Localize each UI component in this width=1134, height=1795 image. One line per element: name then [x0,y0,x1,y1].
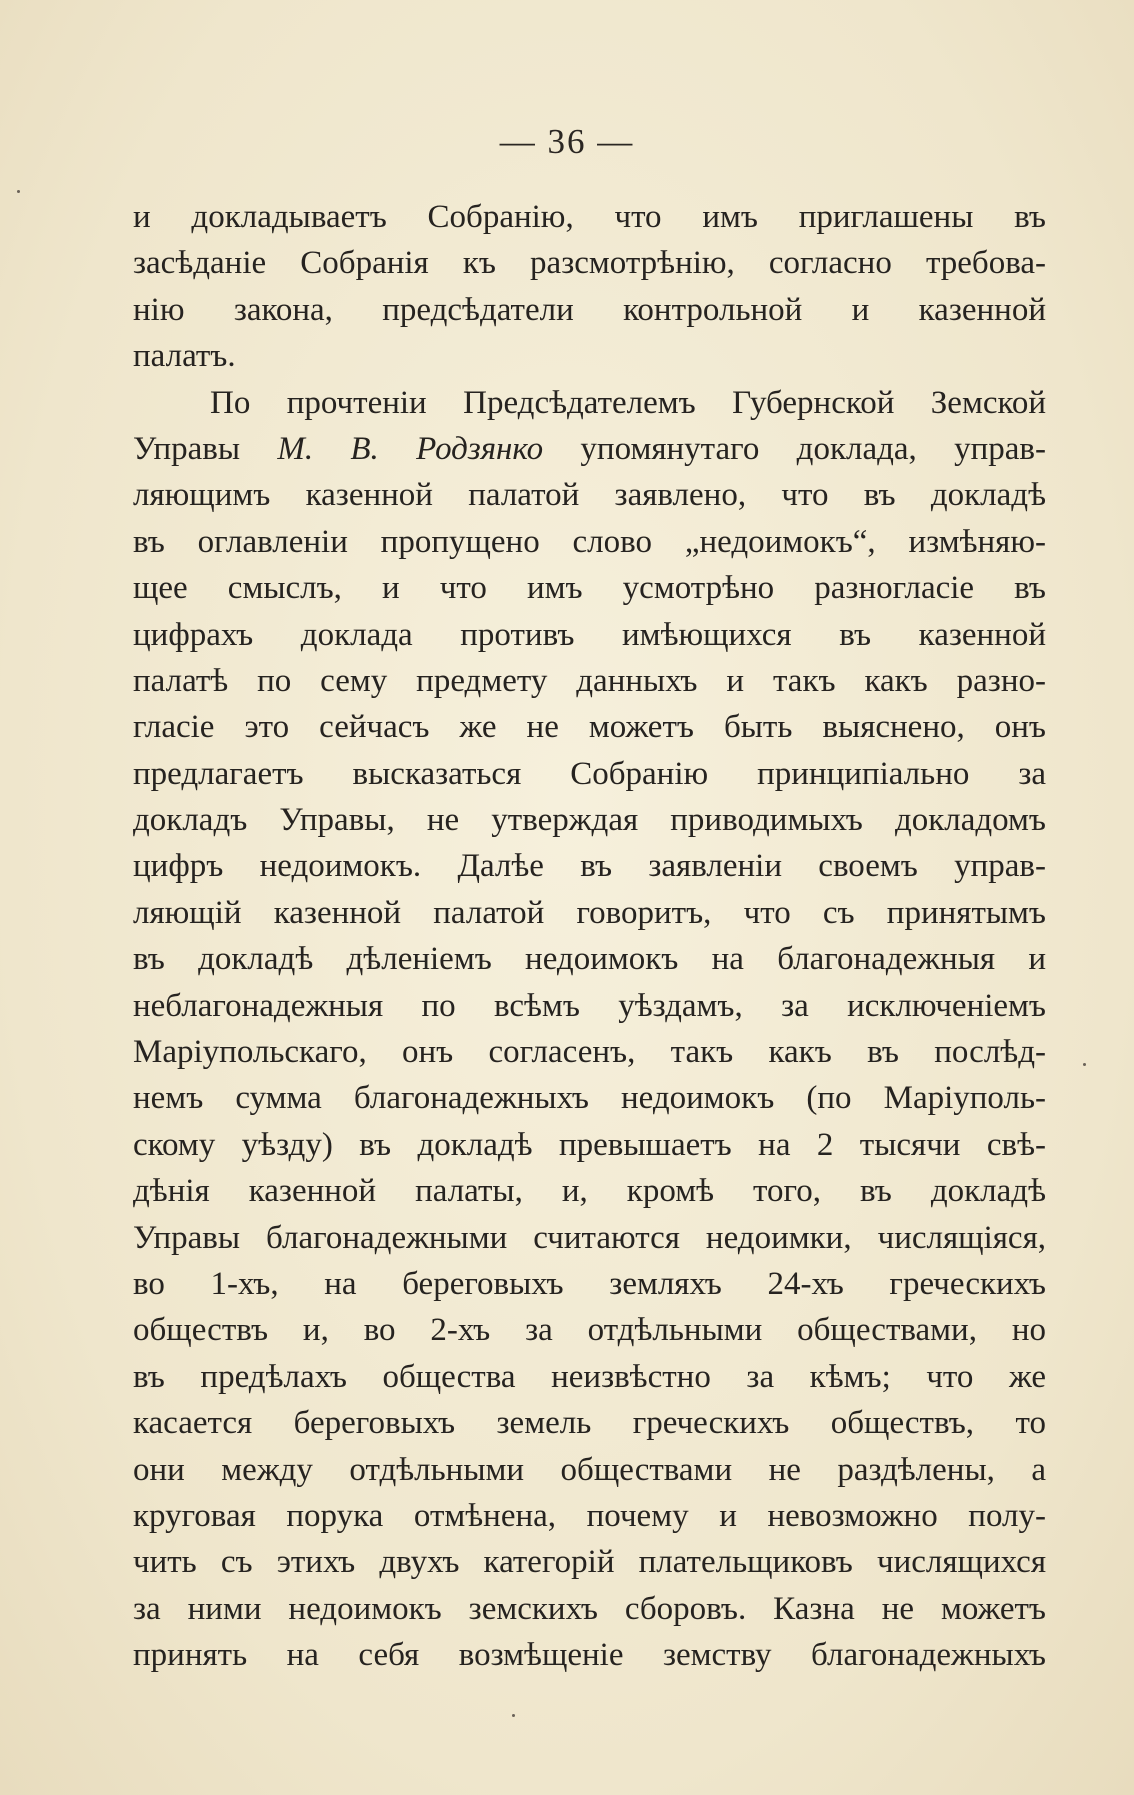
text-line: во 1-хъ, на береговыхъ земляхъ 24-хъ греческихъ [133,1265,1046,1302]
text-line: въ докладѣ дѣленіемъ недоимокъ на благонадежныя и [133,941,1046,978]
text-line: ляющимъ казенной палатой заявлено, что въ докладѣ [133,477,1046,514]
person-name: М. В. Родзянко [277,430,544,467]
text-line: они между отдѣльными обществами не раздѣлены, а [133,1451,1046,1488]
text-line: дѣнія казенной палаты, и, кромѣ того, въ докладѣ [133,1173,1046,1210]
text-line: чить съ этихъ двухъ категорій плательщиковъ числящихся [133,1544,1046,1581]
text-line [133,426,1046,472]
text-line: цифръ недоимокъ. Далѣе въ заявленіи своемъ управ- [133,848,1046,885]
text-line: палатъ. [133,338,236,375]
paper-speck [512,1714,515,1717]
text-line: принять на себя возмѣщеніе земству благонадежныхъ [133,1637,1046,1674]
paper-speck [17,190,20,193]
paper-speck [1083,1063,1086,1066]
text-line: въ предѣлахъ общества неизвѣстно за кѣмъ; что же [133,1358,1046,1395]
text-line: По прочтеніи Предсѣдателемъ Губернской Земской [210,384,1046,421]
text-line: немъ сумма благонадежныхъ недоимокъ (по Маріуполь- [133,1080,1046,1117]
text-fragment: Управы [133,430,241,467]
text-line: предлагаетъ высказаться Собранію принципіально за [133,755,1046,792]
text-line: касается береговыхъ земель греческихъ обществъ, то [133,1405,1046,1442]
text-line: докладъ Управы, не утверждая приводимыхъ докладомъ [133,802,1046,839]
text-line: неблагонадежныя по всѣмъ уѣздамъ, за исключеніемъ [133,987,1046,1024]
text-line: въ оглавленіи пропущено слово „недоимокъ“, измѣняю- [133,523,1046,560]
text-line: обществъ и, во 2-хъ за отдѣльными обществами, но [133,1312,1046,1349]
text-line: круговая порука отмѣнена, почему и невозможно полу- [133,1497,1046,1534]
text-fragment: упомянутаго доклада, управ- [580,430,1046,467]
text-line: Маріупольскаго, онъ согласенъ, такъ какъ въ послѣд- [133,1034,1046,1071]
text-line: гласіе это сейчасъ же не можетъ быть выяснено, онъ [133,709,1046,746]
text-line: Управы благонадежными считаются недоимки, числящіяся, [133,1219,1046,1256]
page-number: — 36 — [499,122,635,161]
text-line: ляющій казенной палатой говоритъ, что съ принятымъ [133,894,1046,931]
text-line: цифрахъ доклада противъ имѣющихся въ казенной [133,616,1046,653]
text-line: скому уѣзду) въ докладѣ превышаетъ на 2 тысячи свѣ- [133,1126,1046,1163]
body-text [133,194,1046,1679]
text-line: засѣданіе Собранія къ разсмотрѣнію, согласно требова- [133,245,1046,282]
text-line: за ними недоимокъ земскихъ сборовъ. Казна не можетъ [133,1590,1046,1627]
text-line: палатѣ по сему предмету данныхъ и такъ какъ разно- [133,662,1046,699]
text-line: и докладываетъ Собранію, что имъ приглашены въ [133,199,1046,235]
text-line: щее смыслъ, и что имъ усмотрѣно разногласіе въ [133,570,1046,607]
text-line: нію закона, предсѣдатели контрольной и казенной [133,291,1046,328]
